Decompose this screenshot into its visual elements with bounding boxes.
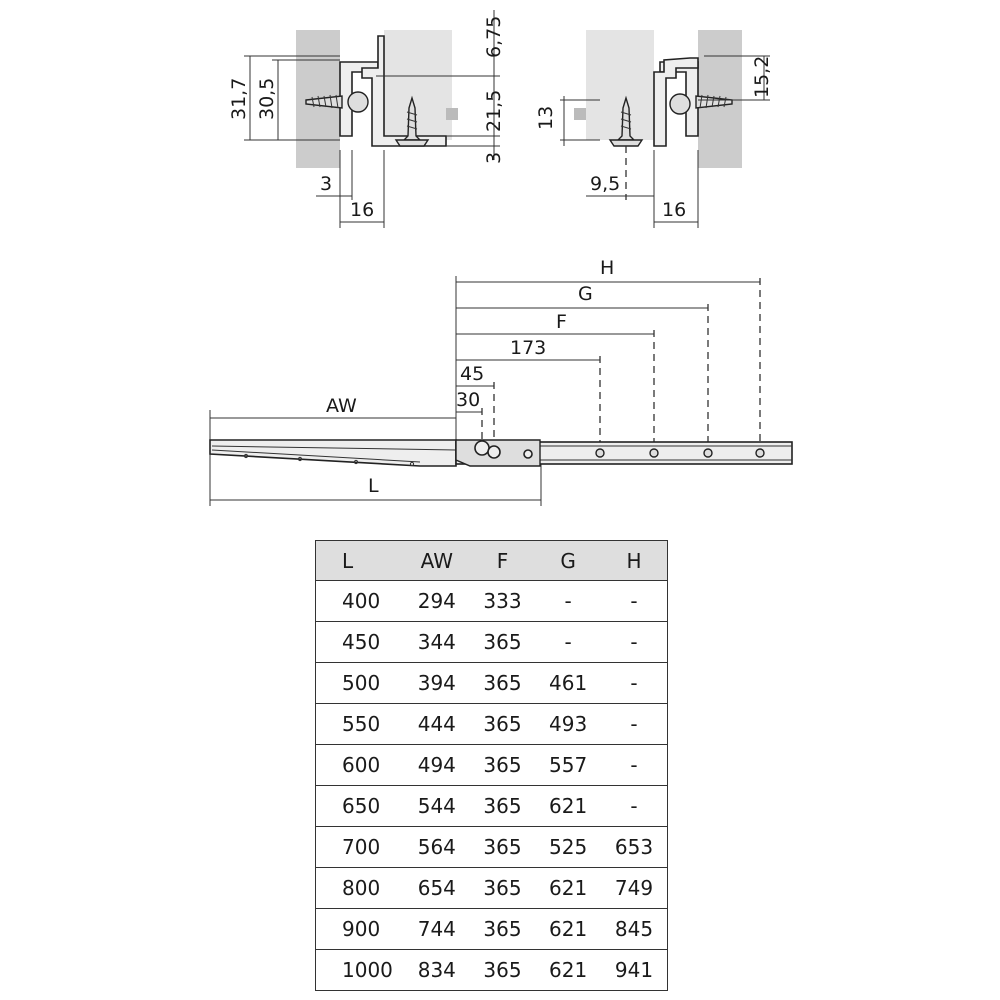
table-cell: 544 bbox=[404, 786, 470, 827]
table-cell: 365 bbox=[470, 704, 536, 745]
left-drawer-side bbox=[384, 30, 452, 140]
table-cell: 493 bbox=[535, 704, 601, 745]
mount-hole bbox=[596, 449, 604, 457]
table-cell: - bbox=[601, 622, 668, 663]
left-cross-section bbox=[228, 10, 505, 228]
table-row bbox=[316, 663, 668, 704]
table-cell: 365 bbox=[470, 663, 536, 704]
left-drawer-hole bbox=[446, 108, 458, 120]
table-row bbox=[316, 622, 668, 663]
table-cell: 450 bbox=[316, 622, 405, 663]
header-L: L bbox=[316, 541, 405, 581]
table-cell: 333 bbox=[470, 581, 536, 622]
mount-hole bbox=[650, 449, 658, 457]
table-cell: 550 bbox=[316, 704, 405, 745]
table-row bbox=[316, 581, 668, 622]
dimension-table bbox=[315, 540, 668, 991]
table-row bbox=[316, 909, 668, 950]
table-cell: 525 bbox=[535, 827, 601, 868]
table-cell: 621 bbox=[535, 868, 601, 909]
table-cell: 365 bbox=[470, 622, 536, 663]
right-width: 16 bbox=[662, 199, 687, 221]
table-cell: 557 bbox=[535, 745, 601, 786]
table-header-row bbox=[316, 541, 668, 581]
left-side-offset: 3 bbox=[320, 173, 333, 195]
label-30: 30 bbox=[456, 389, 481, 411]
mount-hole bbox=[756, 449, 764, 457]
left-screw-height: 21,5 bbox=[483, 89, 505, 132]
table-cell: - bbox=[535, 581, 601, 622]
table-cell: - bbox=[601, 581, 668, 622]
table-cell: 365 bbox=[470, 745, 536, 786]
table-cell: 444 bbox=[404, 704, 470, 745]
table-cell: - bbox=[601, 704, 668, 745]
table-cell: 744 bbox=[404, 909, 470, 950]
table-row bbox=[316, 868, 668, 909]
table-row bbox=[316, 950, 668, 991]
mount-hole bbox=[704, 449, 712, 457]
table-row bbox=[316, 827, 668, 868]
table-cell: 653 bbox=[601, 827, 668, 868]
right-rail-height: 15,2 bbox=[751, 55, 773, 98]
right-cross-section bbox=[535, 30, 773, 228]
table-cell: 294 bbox=[404, 581, 470, 622]
table-cell: - bbox=[535, 622, 601, 663]
table-cell: 394 bbox=[404, 663, 470, 704]
table-cell: 494 bbox=[404, 745, 470, 786]
table-cell: 1000 bbox=[342, 958, 393, 982]
header-AW: AW bbox=[404, 541, 470, 581]
table-cell: 461 bbox=[535, 663, 601, 704]
left-bottom-dim: 3 bbox=[483, 151, 505, 164]
table-cell: - bbox=[601, 745, 668, 786]
table-cell: 900 bbox=[316, 909, 405, 950]
table-cell: 564 bbox=[404, 827, 470, 868]
table-cell: 845 bbox=[601, 909, 668, 950]
header-H: H bbox=[601, 541, 668, 581]
table-cell: 800 bbox=[316, 868, 405, 909]
right-drawer-hole bbox=[574, 108, 586, 120]
header-G: G bbox=[535, 541, 601, 581]
right-drawer-side bbox=[586, 30, 654, 140]
table-row bbox=[316, 745, 668, 786]
table-cell: 834 bbox=[417, 958, 456, 982]
left-top-dim: 6,75 bbox=[483, 15, 505, 58]
right-hole-height: 13 bbox=[535, 105, 557, 130]
table-cell: 941 bbox=[614, 958, 654, 982]
table-cell: 365 bbox=[470, 786, 536, 827]
label-H: H bbox=[600, 257, 615, 279]
table-cell: 500 bbox=[316, 663, 405, 704]
side-view bbox=[210, 257, 792, 506]
table-cell: 621 bbox=[535, 909, 601, 950]
table-cell: 600 bbox=[316, 745, 405, 786]
label-173: 173 bbox=[510, 337, 547, 359]
table-cell: 650 bbox=[316, 786, 405, 827]
table-cell: 365 bbox=[470, 868, 536, 909]
table-row bbox=[316, 704, 668, 745]
right-roller bbox=[670, 94, 690, 114]
label-45: 45 bbox=[460, 363, 485, 385]
left-height-outer: 31,7 bbox=[228, 77, 250, 120]
table-cell: 400 bbox=[316, 581, 405, 622]
right-hole-offset: 9,5 bbox=[590, 173, 621, 195]
table-cell: 365 bbox=[483, 958, 522, 982]
table-cell: 621 bbox=[549, 958, 588, 982]
header-F: F bbox=[470, 541, 536, 581]
left-width: 16 bbox=[350, 199, 375, 221]
table-cell: 365 bbox=[470, 827, 536, 868]
table-cell: 749 bbox=[601, 868, 668, 909]
left-roller bbox=[348, 92, 368, 112]
label-L: L bbox=[368, 475, 379, 497]
side-rail-pivot bbox=[475, 441, 489, 455]
table-cell: 700 bbox=[316, 827, 405, 868]
table-cell: 654 bbox=[404, 868, 470, 909]
table-row bbox=[316, 786, 668, 827]
left-height-inner: 30,5 bbox=[256, 77, 278, 120]
table-cell: 344 bbox=[404, 622, 470, 663]
table-body bbox=[316, 581, 668, 991]
label-AW: AW bbox=[326, 395, 357, 417]
label-G: G bbox=[578, 283, 593, 305]
table-cell: - bbox=[601, 663, 668, 704]
table-cell: 621 bbox=[535, 786, 601, 827]
table-cell: 365 bbox=[470, 909, 536, 950]
label-F: F bbox=[556, 311, 567, 333]
table-cell: - bbox=[601, 786, 668, 827]
